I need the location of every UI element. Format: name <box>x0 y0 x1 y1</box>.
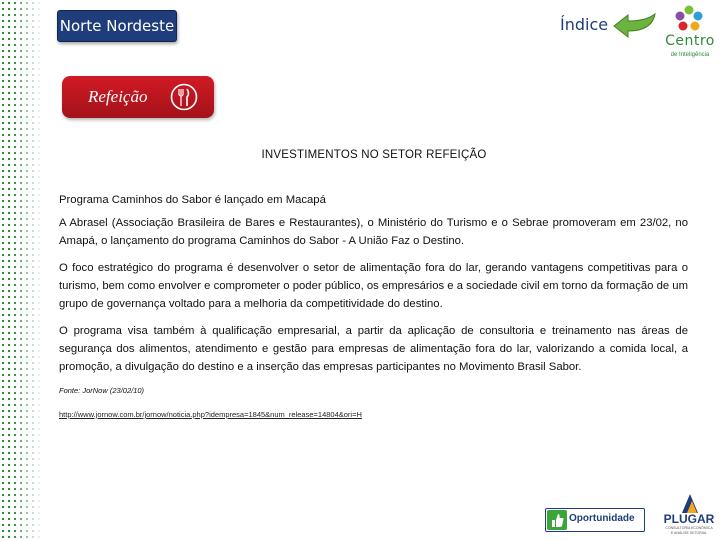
logo-subtitle: de Inteligência <box>670 52 710 58</box>
plugar-tagline <box>658 526 720 536</box>
article-paragraph: O foco estratégico do programa é desenvolver o setor de alimentação fora do lar, gerando vantagens competitivas para o turismo, bem como envolver e comprometer o poder público, os empresários e a sociedade civil em torno da formação de um grupo de governança voltado para a melhoria da competitividade do destino. <box>59 262 688 310</box>
plugar-name: PLUGAR <box>663 512 715 526</box>
sector-label: Refeição <box>88 87 148 106</box>
opportunity-button[interactable] <box>545 508 645 532</box>
thumbs-up-icon <box>547 510 567 530</box>
plugar-tagline-line2: E ANÁLISE SETORIAL <box>670 531 708 535</box>
article-headline: Programa Caminhos do Sabor é lançado em Macapá <box>59 194 326 206</box>
article-body <box>59 191 688 420</box>
page-title: INVESTIMENTOS NO SETOR REFEIÇÃO <box>261 149 487 161</box>
back-arrow-icon[interactable] <box>612 12 658 40</box>
sector-badge <box>62 76 214 118</box>
logo-title: Centro <box>665 33 715 49</box>
cutlery-icon <box>169 82 199 112</box>
article-url-link[interactable]: http://www.jornow.com.br/jornow/noticia.php?idempresa=1845&num_release=14804&ori=H <box>59 410 362 419</box>
opportunity-label: Oportunidade <box>569 513 635 524</box>
decorative-dot-pattern <box>0 0 44 540</box>
index-link[interactable]: Índice <box>560 15 609 34</box>
plugar-logo-icon <box>678 492 702 514</box>
region-button[interactable]: Norte Nordeste <box>57 10 177 42</box>
article-paragraph: A Abrasel (Associação Brasileira de Bares e Restaurantes), o Ministério do Turismo e o Sebrae promoveram em 23/02, no Amapá, o lançamento do programa Caminhos do Sabor - A União Faz o Destino. <box>59 217 688 247</box>
article-source: Fonte: JorNow (23/02/10) <box>59 386 145 395</box>
plugar-tagline-line1: CONSULTORIA ECONÔMICA <box>665 526 713 530</box>
article-paragraph: O programa visa também à qualificação empresarial, a partir da aplicação de consultoria e treinamento nas áreas de segurança dos alimentos, atendimento e gestão para empresas de alimentação fora do lar, valorizando a comida local, a promoção, a divulgação do destino e a inserção das empresas participantes no Movimento Brasil Sabor. <box>59 325 688 373</box>
